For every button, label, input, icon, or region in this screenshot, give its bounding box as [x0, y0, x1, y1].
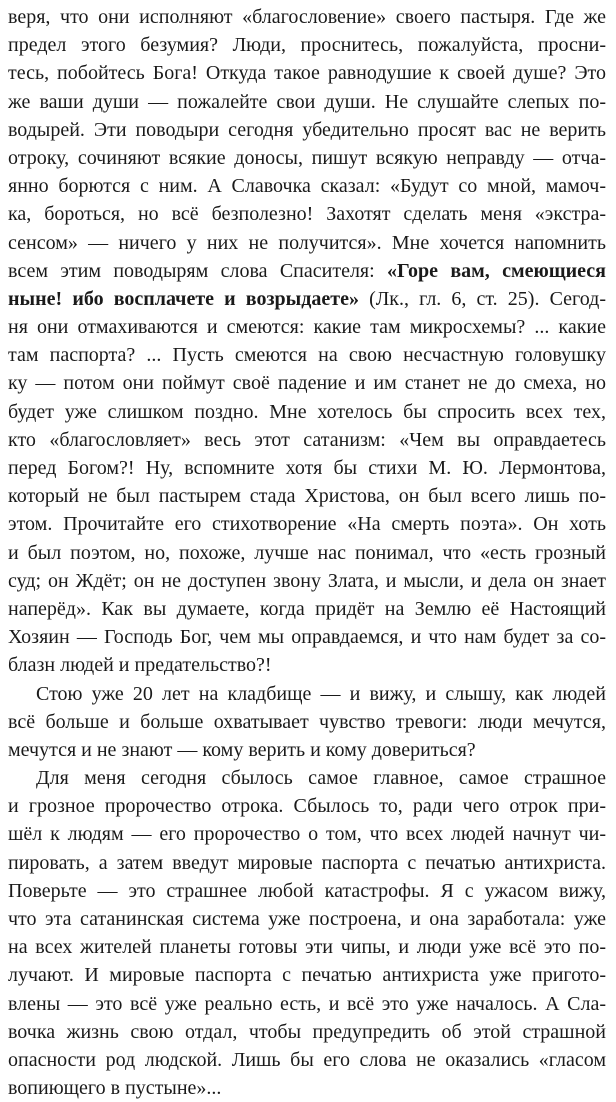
body-text: Для меня сегодня сбылось самое главное, самое страшное — [36, 767, 606, 790]
body-text: янно борются с ним. А Славочка сказал: «Будут со мной, мамоч- — [8, 175, 606, 198]
text-line — [8, 31, 606, 59]
body-text: (Лк., гл. 6, ст. 25). Сегод- — [358, 287, 606, 310]
text-line — [8, 680, 606, 708]
text-line — [8, 623, 606, 651]
text-line — [8, 510, 606, 538]
body-text: всё больше и больше охватывает чувство тревоги: люди мечутся, — [8, 710, 606, 733]
body-text: наперёд». Как вы думаете, когда придёт на Землю её Настоящий — [8, 597, 606, 620]
body-text: всем этим поводырям слова Спасителя: — [8, 259, 388, 282]
text-line — [8, 285, 606, 313]
body-text: будет уже слишком поздно. Мне хотелось бы спросить всех тех, — [8, 400, 606, 423]
body-text: пировать, а затем введут мировые паспорта с печатью антихриста. — [8, 851, 606, 874]
body-text: Поверьте — это страшнее любой катастрофы. Я с ужасом вижу, — [8, 879, 606, 902]
text-line — [8, 849, 606, 877]
body-text: опасности род людской. Лишь бы его слова не оказались «гласом — [8, 1048, 606, 1071]
text-line — [8, 877, 606, 905]
body-text: Стою уже 20 лет на кладбище — и вижу, и слышу, как людей — [36, 682, 606, 705]
text-line — [8, 454, 606, 482]
text-line — [8, 313, 606, 341]
text-line — [8, 3, 606, 31]
text-line — [8, 990, 606, 1018]
body-text: Хозяин — Господь Бог, чем мы оправдаемся, и что нам будет за со- — [8, 626, 606, 649]
text-line — [8, 539, 606, 567]
bold-quote-text: «Горе вам, смеющиеся — [387, 259, 606, 282]
body-text: вочка жизнь свою отдал, чтобы предупредить об этой страшной — [8, 1020, 606, 1043]
body-text: перед Богом?! Ну, вспомните хотя бы стихи М. Ю. Лермонтова, — [8, 457, 606, 479]
body-text: же ваши души — пожалейте свои души. Не слушайте слепых по- — [8, 90, 606, 113]
text-line — [8, 426, 606, 454]
body-text: лучают. И мировые паспорта с печатью антихриста уже пригото- — [8, 964, 606, 987]
body-text: влены — это всё уже реально есть, и всё это уже началось. А Сла- — [8, 992, 606, 1015]
body-text: водырей. Эти поводыри сегодня убедительно просят вас не верить — [8, 118, 606, 141]
paragraph — [8, 764, 606, 1102]
text-line — [8, 482, 606, 510]
text-line — [8, 708, 606, 736]
text-line — [8, 933, 606, 961]
text-line — [8, 595, 606, 623]
body-text: вопиющего в пустыне»... — [8, 1077, 222, 1100]
text-line — [8, 116, 606, 144]
body-text: предел этого безумия? Люди, проснитесь, пожалуйста, просни- — [8, 34, 606, 57]
text-line — [8, 369, 606, 397]
text-line — [8, 1018, 606, 1046]
text-line — [8, 200, 606, 228]
text-line — [8, 88, 606, 116]
body-text: мечутся и не знают — кому верить и кому довериться? — [8, 738, 476, 761]
text-line — [8, 257, 606, 285]
text-line — [8, 398, 606, 426]
body-text: шёл к людям — его пророчество о том, что всех людей начнут чи- — [8, 823, 606, 846]
text-line — [8, 651, 606, 679]
body-text: там паспорта? ... Пусть смеются на свою несчастную головушку — [8, 344, 606, 367]
text-line — [8, 59, 606, 87]
text-line — [8, 792, 606, 820]
text-line — [8, 172, 606, 200]
text-line — [8, 341, 606, 369]
paragraph — [8, 3, 606, 680]
body-text: что эта сатанинская система уже построена, и она заработала: уже — [8, 908, 606, 930]
text-line — [8, 229, 606, 257]
body-text: и был поэтом, но, похоже, лучше нас понимал, что «есть грозный — [8, 541, 606, 564]
body-text: ка, бороться, но всё безполезно! Захотят сделать меня «экстра- — [8, 203, 606, 226]
body-text: отроку, сочиняют всякие доносы, пишут всякую неправду — отча- — [8, 146, 606, 169]
text-line — [8, 820, 606, 848]
body-text: веря, что они исполняют «благословение» своего пастыря. Где же — [8, 6, 606, 28]
text-line — [8, 1046, 606, 1074]
body-text: блазн людей и предательство?! — [8, 654, 272, 677]
body-text: на всех жителей планеты готовы эти чипы, и люди уже всё это по- — [8, 936, 606, 959]
text-line — [8, 961, 606, 989]
bold-quote-text: ныне! ибо восплачете и возрыдаете» — [8, 287, 359, 310]
text-line — [8, 567, 606, 595]
body-text: ку — потом они поймут своё падение и им станет не до смеха, но — [8, 372, 606, 395]
body-text: тесь, побойтесь Бога! Откуда такое равнодушие к своей душе? Это — [8, 62, 606, 85]
text-line — [8, 736, 606, 764]
body-text: и грозное пророчество отрока. Сбылось то, ради чего отрок при- — [8, 795, 606, 818]
body-text: ня они отмахиваются и смеются: какие там микросхемы? ... какие — [8, 316, 606, 339]
text-line — [8, 905, 606, 933]
body-text: этом. Прочитайте его стихотворение «На смерть поэта». Он хоть — [8, 513, 606, 536]
body-text: сенсом» — ничего у них не получится». Мне хочется напомнить — [8, 231, 606, 254]
body-text: который не был пастырем стада Христова, он был всего лишь по- — [8, 485, 606, 508]
body-text: суд; он Ждёт; он не доступен звону Злата, и мысли, и дела он знает — [8, 569, 606, 592]
text-line — [8, 764, 606, 792]
body-text: кто «благословляет» весь этот сатанизм: «Чем вы оправдаетесь — [8, 428, 606, 451]
book-page — [8, 3, 606, 1102]
text-line — [8, 144, 606, 172]
paragraph — [8, 680, 606, 765]
text-line — [8, 1074, 606, 1102]
